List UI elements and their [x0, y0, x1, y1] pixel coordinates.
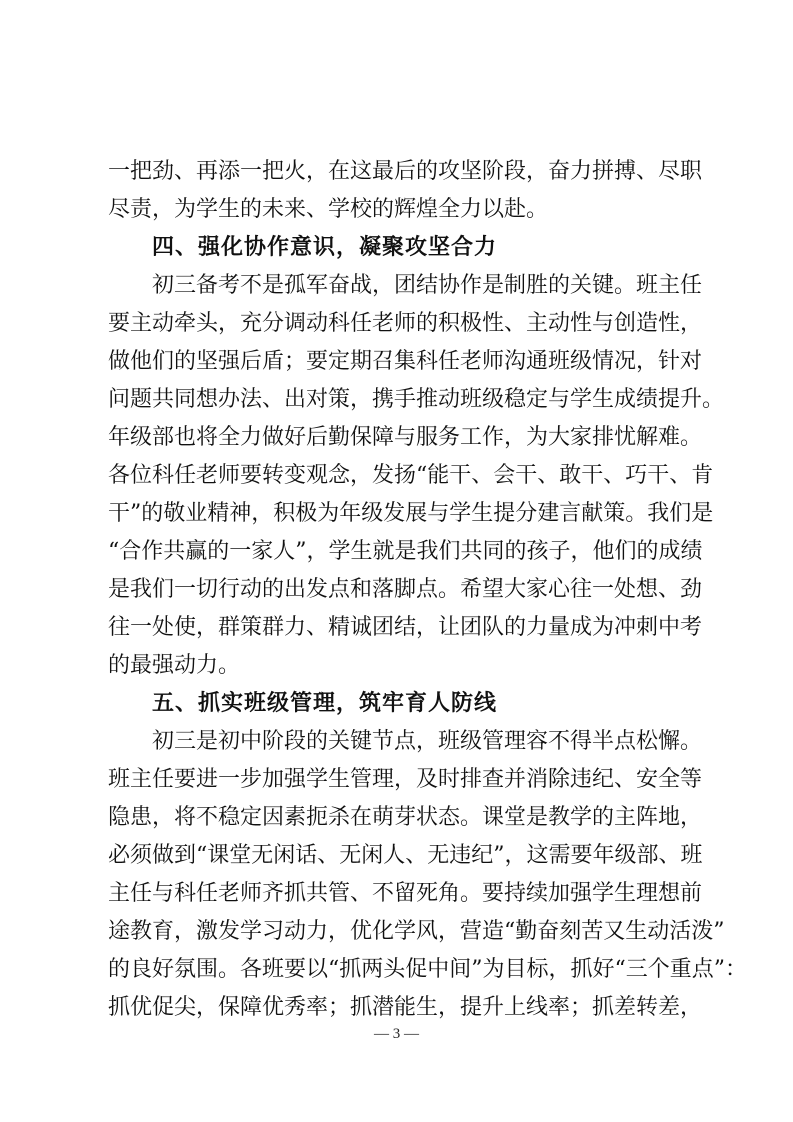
section-heading: 四、强化协作意识，凝聚攻坚合力 [152, 235, 498, 260]
body-text-line: 往一处使，群策群力、精诚团结，让团队的力量成为冲刺中考 [108, 615, 703, 640]
body-text-line: 尽责，为学生的未来、学校的辉煌全力以赴。 [108, 197, 549, 222]
body-text-line: 初三是初中阶段的关键节点，班级管理容不得半点松懈。 [152, 729, 703, 754]
page-number: — 3 — [374, 1026, 419, 1042]
body-text-line: 的良好氛围。各班要以“抓两头促中间”为目标，抓好“三个重点”： [108, 957, 747, 982]
body-text-line: “合作共赢的一家人”，学生就是我们共同的孩子，他们的成绩 [108, 539, 703, 564]
section-heading: 五、抓实班级管理，筑牢育人防线 [152, 691, 498, 716]
body-text-line: 必须做到“课堂无闲话、无闲人、无违纪”，这需要年级部、班 [108, 843, 703, 868]
body-text-line: 主任与科任老师齐抓共管、不留死角。要持续加强学生理想前 [108, 881, 703, 906]
body-text-line: 班主任要进一步加强学生管理，及时排查并消除违纪、安全等 [108, 767, 703, 792]
body-text-line: 抓优促尖，保障优秀率；抓潜能生，提升上线率；抓差转差， [108, 995, 703, 1020]
body-text-line: 是我们一切行动的出发点和落脚点。希望大家心往一处想、劲 [108, 577, 703, 602]
body-text-line: 干”的敬业精神，积极为年级发展与学生提分建言献策。我们是 [108, 501, 714, 526]
body-text-line: 一把劲、再添一把火，在这最后的攻坚阶段，奋力拼搏、尽职 [108, 159, 703, 184]
body-text-line: 要主动牵头，充分调动科任老师的积极性、主动性与创造性， [108, 311, 703, 336]
body-text-line: 年级部也将全力做好后勤保障与服务工作，为大家排忧解难。 [108, 425, 703, 450]
body-text-line: 隐患，将不稳定因素扼杀在萌芽状态。课堂是教学的主阵地， [108, 805, 703, 830]
body-text-line: 初三备考不是孤军奋战，团结协作是制胜的关键。班主任 [152, 273, 703, 298]
body-text-line: 做他们的坚强后盾；要定期召集科任老师沟通班级情况，针对 [108, 349, 703, 374]
body-text-line: 的最强动力。 [108, 653, 241, 678]
body-text-line: 各位科任老师要转变观念，发扬“能干、会干、敢干、巧干、肯 [108, 463, 714, 488]
body-text-line: 问题共同想办法、出对策，携手推动班级稳定与学生成绩提升。 [108, 387, 725, 412]
body-text-line: 途教育，激发学习动力，优化学风，营造“勤奋刻苦又生动活泼” [108, 919, 725, 944]
